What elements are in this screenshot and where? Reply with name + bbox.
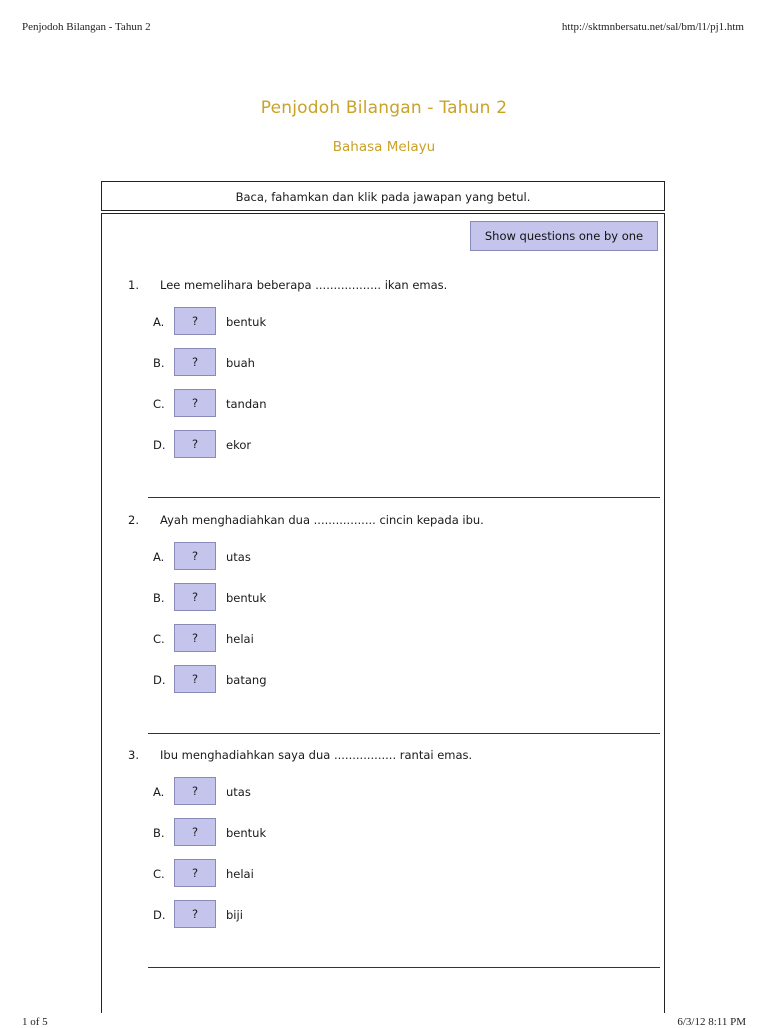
question-3-option-a — [102, 777, 502, 807]
option-letter: B. — [153, 356, 165, 370]
question-divider — [148, 497, 660, 498]
option-letter: B. — [153, 591, 165, 605]
answer-button[interactable]: ? — [174, 624, 216, 652]
question-2-option-b — [102, 583, 502, 613]
question-3-option-d — [102, 900, 502, 930]
answer-button[interactable]: ? — [174, 389, 216, 417]
answer-button[interactable]: ? — [174, 542, 216, 570]
option-letter: C. — [153, 867, 165, 881]
option-text: bentuk — [226, 826, 267, 840]
option-text: buah — [226, 356, 255, 370]
question-1-option-b — [102, 348, 502, 378]
option-letter: B. — [153, 826, 165, 840]
option-text: tandan — [226, 397, 267, 411]
page-subtitle: Bahasa Melayu — [332, 139, 436, 155]
answer-button[interactable]: ? — [174, 900, 216, 928]
option-text: utas — [226, 785, 251, 799]
option-letter: A. — [153, 550, 165, 564]
option-letter: C. — [153, 632, 165, 646]
answer-button[interactable]: ? — [174, 430, 216, 458]
quiz-panel — [101, 213, 665, 1013]
print-header — [22, 21, 746, 37]
question-1-option-a — [102, 307, 502, 337]
answer-button[interactable]: ? — [174, 348, 216, 376]
option-text: utas — [226, 550, 251, 564]
print-footer — [22, 1016, 746, 1028]
question-text: Ibu menghadiahkan saya dua ................. rantai emas. — [160, 748, 473, 762]
question-divider — [148, 733, 660, 734]
instruction-text: Baca, fahamkan dan klik pada jawapan yang betul. — [235, 190, 531, 204]
question-2-option-c — [102, 624, 502, 654]
question-3-option-c — [102, 859, 502, 889]
option-letter: A. — [153, 315, 165, 329]
question-2-option-a — [102, 542, 502, 572]
question-divider — [148, 967, 660, 968]
question-1-option-c — [102, 389, 502, 419]
question-number: 1. — [128, 278, 139, 292]
option-text: bentuk — [226, 315, 267, 329]
print-footer-datetime: 6/3/12 8:11 PM — [677, 1016, 746, 1028]
option-text: ekor — [226, 438, 252, 452]
question-text: Lee memelihara beberapa .................. ikan emas. — [160, 278, 448, 292]
answer-button[interactable]: ? — [174, 777, 216, 805]
question-number: 2. — [128, 513, 139, 527]
print-footer-page-count: 1 of 5 — [22, 1016, 48, 1028]
instruction-box — [101, 181, 665, 211]
option-text: helai — [226, 632, 254, 646]
option-text: bentuk — [226, 591, 267, 605]
show-questions-one-by-one-button[interactable]: Show questions one by one — [470, 221, 658, 251]
question-2-option-d — [102, 665, 502, 695]
option-letter: D. — [153, 438, 166, 452]
option-letter: D. — [153, 908, 166, 922]
question-3-option-b — [102, 818, 502, 848]
question-text: Ayah menghadiahkan dua ................. cincin kepada ibu. — [160, 513, 484, 527]
option-letter: C. — [153, 397, 165, 411]
option-letter: A. — [153, 785, 165, 799]
print-header-url: http://sktmnbersatu.net/sal/bm/l1/pj1.htm — [561, 21, 744, 33]
answer-button[interactable]: ? — [174, 307, 216, 335]
answer-button[interactable]: ? — [174, 665, 216, 693]
print-header-title: Penjodoh Bilangan - Tahun 2 — [22, 21, 151, 33]
option-text: helai — [226, 867, 254, 881]
answer-button[interactable]: ? — [174, 818, 216, 846]
answer-button[interactable]: ? — [174, 583, 216, 611]
answer-button[interactable]: ? — [174, 859, 216, 887]
option-text: biji — [226, 908, 243, 922]
option-letter: D. — [153, 673, 166, 687]
page-title: Penjodoh Bilangan - Tahun 2 — [260, 98, 508, 118]
question-number: 3. — [128, 748, 139, 762]
question-1-option-d — [102, 430, 502, 460]
option-text: batang — [226, 673, 267, 687]
